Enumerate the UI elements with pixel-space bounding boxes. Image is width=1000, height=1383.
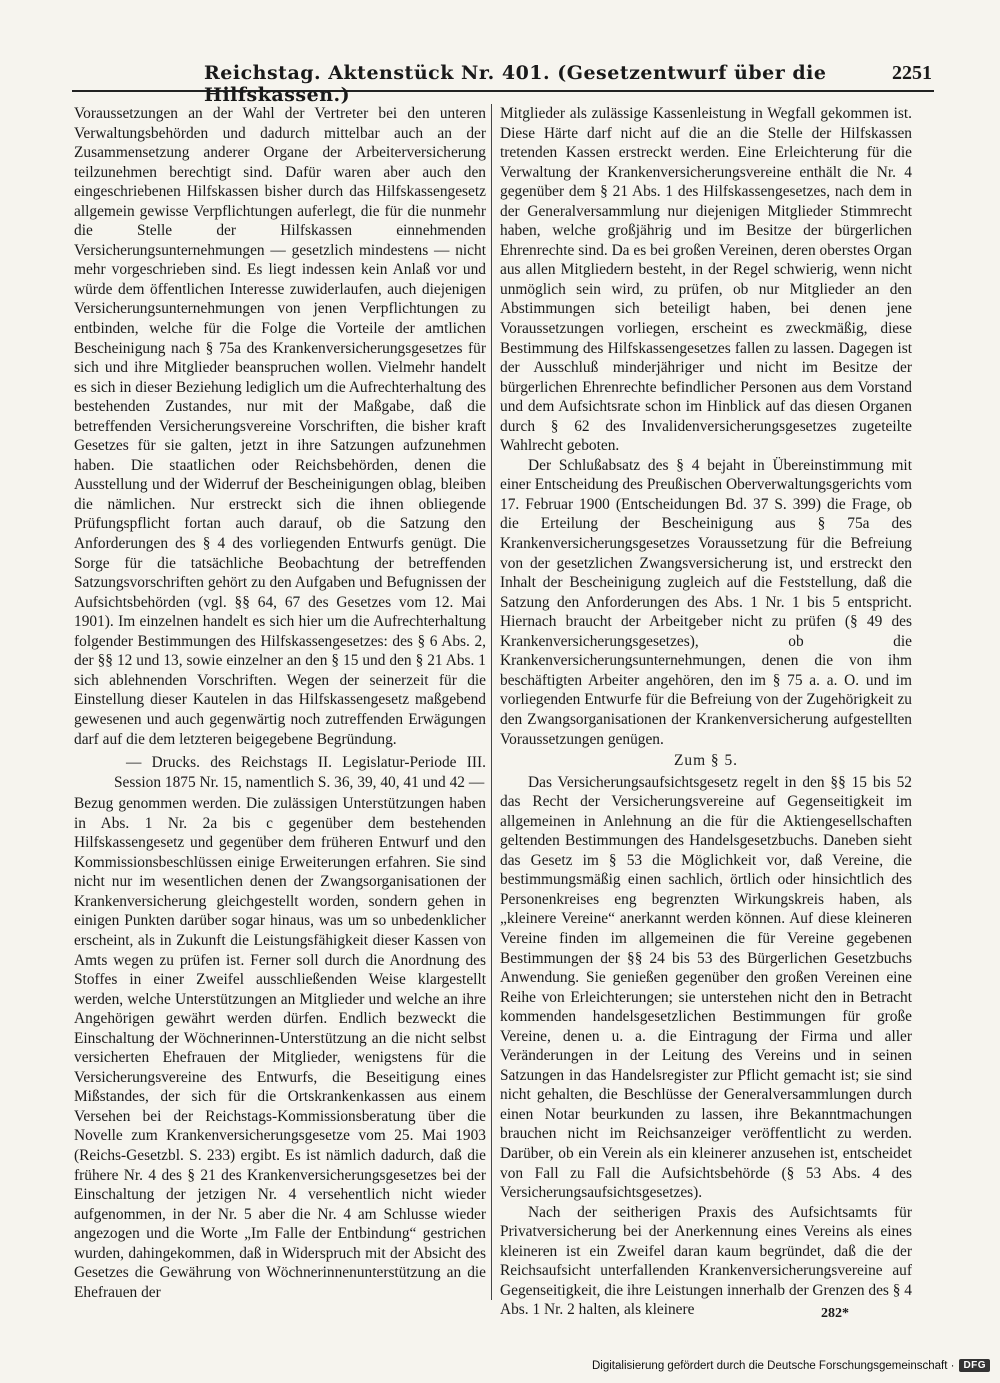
citation-quote: — Drucks. des Reichstags II. Legislatur-Periode III. Session 1875 Nr. 15, namentlich S. 36, 39, 40, 41 und 42 — — [114, 754, 486, 791]
section-heading: Zum § 5. — [673, 752, 738, 770]
footer-text: Digitalisierung gefördert durch die Deutsche Forschungsgemeinschaft · — [592, 1359, 955, 1372]
running-title: Reichstag. Aktenstück Nr. 401. (Gesetzentwurf über die Hilfskassen.) — [204, 62, 827, 106]
paragraph: Der Schlußabsatz des § 4 bejaht in Übereinstimmung mit einer Entscheidung des Preußischen Oberverwaltungsgerichts vom 17. Februar 1900 (Entscheidungen Bd. 37 S. 399) die Frage, ob die Erteilung der Bescheinigung aus § 75a des Krankenversicherungsgesetzes Voraussetzung für die Befreiung von der gesetzlichen Zwangsversicherung ist, und erstreckt den Inhalt der Bescheinigung zugleich auf die Feststellung, daß die Satzung den Anforderungen des Abs. 1 Nr. 1 bis 5 entspricht. Hiernach braucht der Arbeitgeber nicht zu prüfen (§ 49 des Krankenversicherungsgesetzes), ob die Krankenversicherungsunternehmungen, denen die von ihm beschäftigten Arbeiter angehören, den im § 75 a. a. O. und im vorliegenden Entwurfe für die Befreiung von der Zugehörigkeit zu den Zwangsorganisationen der Krankenversicherung aufgestellten Voraussetzungen genügen. — [500, 456, 912, 748]
page-number: 2251 — [892, 62, 932, 84]
column-divider — [491, 104, 492, 1300]
page-header — [72, 58, 934, 106]
right-column — [500, 104, 912, 1320]
paragraph: Mitglieder als zulässige Kassenleistung in Wegfall gekommen ist. Diese Härte darf nicht auf die an die Stelle der Hilfskassen tretenden Kassen erstreckt werden. Eine Erleichterung für die Verwaltung der Krankenversicherungsvereine enthält die Nr. 4 gegenüber dem § 21 Abs. 1 des Hilfskassengesetzes, nach dem in der Generalversammlung nur diejenigen Mitglieder Stimmrecht haben, welche großjährig und im Besitze der bürgerlichen Ehrenrechte sind. Da es bei großen Vereinen, deren oberstes Organ aus allen Mitgliedern besteht, in der Regel schwierig, wenn nicht unmöglich sein wird, zu prüfen, ob nur Mitglieder an den Abstimmungen sich beteiligt haben, bei denen jene Voraussetzungen vorliegen, erscheint es zweckmäßig, diese Bestimmung des Hilfskassengesetzes fallen zu lassen. Dagegen ist der Ausschluß minderjähriger und nicht im Besitze der bürgerlichen Ehrenrechte befindlicher Personen aus dem Vorstand und dem Aufsichtsrate schon im Hinblick auf das diesen Organen durch § 62 des Invalidenversicherungsgesetzes zugeteilte Wahlrecht geboten. — [500, 105, 912, 455]
left-column — [74, 104, 486, 1302]
paragraph: Bezug genommen werden. Die zulässigen Unterstützungen haben in Abs. 1 Nr. 2a bis c gegenüber dem bestehenden Hilfskassengesetz und gegenüber dem früheren Entwurf und den Kommissionsbeschlüssen einige Erweiterungen erfahren. Sie sind nicht nur im wesentlichen denen der Zwangsorganisationen der Krankenversicherung gleichgestellt worden, sondern gehen in einigen Punkten darüber sogar hinaus, was um so unbedenklicher erscheint, als in Zukunft die Leistungsfähigkeit dieser Kassen von Amts wegen zu prüfen ist. Ferner soll durch die Anordnung des Stoffes in einer Zweifel ausschließenden Weise klargestellt werden, welche Unterstützungen an Mitglieder und welche an ihre Angehörigen gewährt werden dürfen. Endlich bezweckt die Einschaltung der Wöchnerinnen-Unterstützung an die nicht selbst versicherten Ehefrauen der Mitglieder, wenigstens für die Versicherungsvereine des Entwurfs, die Beseitigung eines Mißstandes, der sich für die Ortskrankenkassen aus einem Versehen bei der Reichstags-Kommissionsberatung über die Novelle zum Krankenversicherungsgesetze vom 25. Mai 1903 (Reichs-Gesetzbl. S. 233) ergibt. Es ist nämlich dadurch, daß die frühere Nr. 4 des § 21 des Krankenversicherungsgesetzes bei der Einschaltung der jetzigen Nr. 4 versehentlich nicht wieder aufgenommen, in der Nr. 5 aber die Nr. 4 am Schlusse wieder angezogen und die Worte „Im Falle der Entbindung“ gestrichen wurden, dahingekommen, daß in Widerspruch mit der Absicht des Gesetzes die Gewährung von Wöchnerinnenunterstützung an die Ehefrauen der — [74, 795, 486, 1301]
paragraph: Nach der seitherigen Praxis des Aufsichtsamts für Privatversicherung bei der Anerkennung eines Vereins als eines kleineren ist ein Zweifel daran kaum begründet, daß die der Reichsaufsicht unterfallenden Krankenversicherungsvereine auf Gegenseitigkeit, die ihre Leistungen innerhalb der Grenzen des § 4 Abs. 1 Nr. 2 halten, als kleinere — [500, 1203, 912, 1319]
signature-mark: 282* — [821, 1306, 849, 1321]
digitization-footer — [592, 1359, 990, 1372]
paragraph: Voraussetzungen an der Wahl der Vertreter bei den unteren Verwaltungsbehörden und dadurch mittelbar auch an der Zusammensetzung anderer Organe der Arbeiterversicherung teilzunehmen berechtigt sind. Dafür waren aber auch den eingeschriebenen Hilfskassen bisher durch das Hilfskassengesetz allgemein gewisse Verpflichtungen auferlegt, die für die nunmehr die Stelle der Hilfskassen einnehmenden Versicherungsunternehmungen — gesetzlich mindestens — nicht mehr vorgeschrieben sind. Es liegt indessen kein Anlaß vor und würde dem öffentlichen Interesse zuwiderlaufen, auch diejenigen Versicherungsunternehmungen von jenen Verpflichtungen zu entbinden, welche für die Folge die Vorteile der amtlichen Bescheinigung nach § 75a des Krankenversicherungsgesetzes für sich und ihre Mitglieder beanspruchen wollen. Vielmehr handelt es sich in dieser Beziehung lediglich um die Aufrechterhaltung des bestehenden Zustandes, nur mit der Maßgabe, daß die betreffenden Versicherungsvereine Vorschriften, die bisher kraft Gesetzes für sie galten, jetzt in ihre Satzungen aufzunehmen haben. Die staatlichen oder Reichsbehörden, denen die Ausstellung und der Widerruf der Bescheinigungen oblag, bleiben die nämlichen. Nur erstreckt sich die ihnen obliegende Prüfungspflicht fortan auch darauf, ob die Satzung den Anforderungen des § 4 des vorliegenden Entwurfs genügt. Die Sorge für die tatsächliche Beobachtung der betreffenden Satzungsvorschriften gehört zu den Aufgaben und Befugnissen der Aufsichtsbehörden (vgl. §§ 64, 67 des Gesetzes vom 12. Mai 1901). Im einzelnen handelt es sich hier um die Aufrechterhaltung folgender Bestimmungen des Hilfskassengesetzes: des § 6 Abs. 2, der §§ 12 und 13, sowie einzelner an den § 15 und den § 21 Abs. 1 sich ablehnenden Vorschriften. Wegen der seinerzeit für die Einstellung dieser Kautelen in das Hilfskassengesetz maßgebend gewesenen und auch gegenwärtig noch zutreffenden Erwägungen darf auf die dem letzteren beigegebene Begründung. — [74, 105, 486, 748]
paragraph: Das Versicherungsaufsichtsgesetz regelt in den §§ 15 bis 52 das Recht der Versicherungsvereine auf Gegenseitigkeit im allgemeinen in Anlehnung an die für die Aktiengesellschaften geltenden Bestimmungen des Handelsgesetzbuchs. Daneben sieht das Gesetz im § 53 die Möglichkeit vor, daß Vereine, die bestimmungsmäßig einen sachlich, örtlich oder hinsichtlich des Personenkreises eng begrenzten Wirkungskreis haben, als „kleinere Vereine“ anerkannt werden können. Auf diese kleineren Vereine finden im allgemeinen die für Vereine gegebenen Bestimmungen der §§ 24 bis 53 des Bürgerlichen Gesetzbuchs Anwendung. Sie genießen gegenüber den großen Vereinen eine Reihe von Erleichterungen; sie unterstehen nicht den in Betracht kommenden handelsgesetzlichen Bestimmungen für große Vereine, denen u. a. die Eintragung der Firma und aller Veränderungen in der Leitung des Vereins und in seinen Satzungen in das Handelsregister zur Pflicht gemacht ist; sie sind nicht gehalten, die Beschlüsse der Generalversammlungen durch einen Notar beurkunden zu lassen, ihre Bekanntmachungen brauchen nicht im Reichsanzeiger veröffentlicht zu werden. Darüber, ob ein Verein als ein kleinerer anzusehen ist, entscheidet von Fall zu Fall die Aufsichtsbehörde (§ 53 Abs. 4 des Versicherungsaufsichtsgesetzes). — [500, 773, 912, 1202]
dfg-logo-icon: DFG — [959, 1359, 990, 1372]
